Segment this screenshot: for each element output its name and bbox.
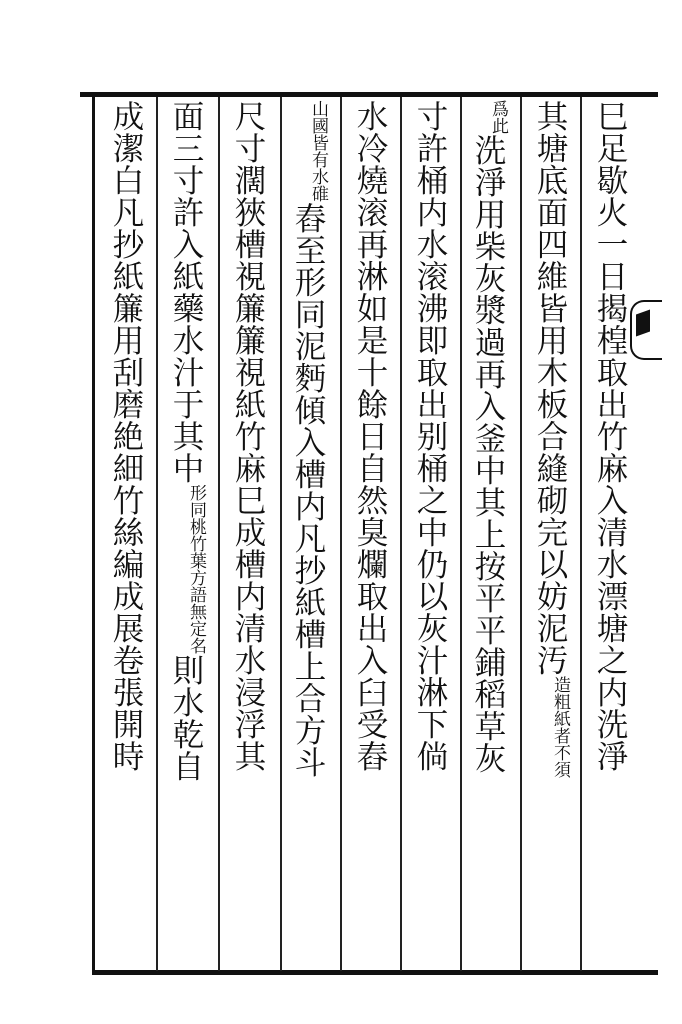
column-divider bbox=[580, 97, 582, 971]
note-line: 方語無定名 bbox=[186, 569, 206, 654]
column-divider bbox=[218, 97, 220, 971]
text-run: 洗淨用柴灰漿過再入釜中其上按平平鋪稻草灰 bbox=[470, 134, 506, 774]
text-column-6 bbox=[288, 100, 328, 968]
text-column-9 bbox=[106, 100, 146, 968]
text-column-5 bbox=[350, 100, 390, 968]
text-run: 尺寸濶狹槽視簾簾視紙竹麻巳成槽内清水浸浮其 bbox=[230, 100, 266, 772]
left-border-rule bbox=[92, 97, 95, 972]
column-divider bbox=[340, 97, 342, 971]
bottom-border-rule bbox=[92, 970, 658, 975]
text-run: 水冷燒滚再淋如是十餘日自然臭爛取出入臼受舂 bbox=[352, 100, 388, 772]
text-column-1 bbox=[590, 100, 630, 968]
text-column-8 bbox=[166, 100, 206, 968]
interlinear-note bbox=[488, 100, 508, 134]
text-column-2 bbox=[530, 100, 570, 968]
note-line: 造粗紙 bbox=[550, 676, 570, 727]
interlinear-note bbox=[550, 676, 570, 778]
text-run: 成潔白凡抄紙簾用刮磨絶細竹絲編成展卷張開時 bbox=[108, 100, 144, 772]
text-run: 則水乾自 bbox=[168, 654, 204, 782]
column-divider bbox=[460, 97, 462, 971]
text-run: 舂至形同泥麪傾入槽内凡抄紙槽上合方斗 bbox=[290, 202, 326, 778]
interlinear-note bbox=[186, 484, 206, 654]
text-column-3 bbox=[468, 100, 508, 968]
text-column-7 bbox=[228, 100, 268, 968]
note-line: 形同桃竹葉 bbox=[186, 484, 206, 569]
column-divider bbox=[400, 97, 402, 971]
text-run: 其塘底面四維皆用木板合縫砌完以妨泥汚 bbox=[532, 100, 568, 676]
interlinear-note bbox=[308, 100, 328, 202]
top-border-rule bbox=[80, 92, 658, 97]
text-column-4 bbox=[410, 100, 450, 968]
text-run: 面三寸許入紙藥水汁于其中 bbox=[168, 100, 204, 484]
note-line: 者不須 bbox=[550, 727, 570, 778]
note-line: 爲 bbox=[488, 100, 508, 117]
text-run: 寸許桶内水滚沸即取出别桶之中仍以灰汁淋下倘 bbox=[412, 100, 448, 772]
column-divider bbox=[280, 97, 282, 971]
note-line: 山國皆 bbox=[308, 100, 328, 151]
column-divider bbox=[156, 97, 158, 971]
text-run: 巳足歇火一日揭楻取出竹麻入清水漂塘之内洗淨 bbox=[592, 100, 628, 772]
note-line: 有水碓 bbox=[308, 151, 328, 202]
column-divider bbox=[520, 97, 522, 971]
note-line: 此 bbox=[488, 117, 508, 134]
